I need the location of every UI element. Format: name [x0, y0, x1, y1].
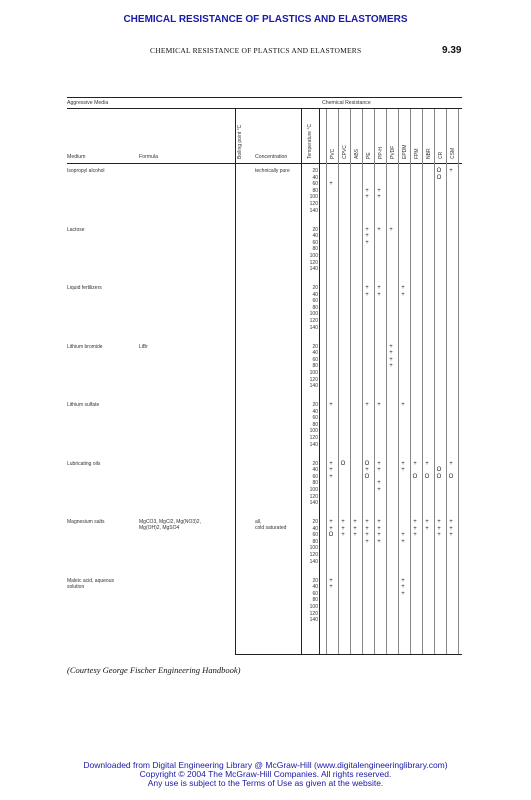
temperature-value: 140	[309, 558, 318, 565]
resistant-mark: +	[365, 538, 369, 545]
footer-copyright-line: Copyright © 2004 The McGraw-Hill Companies. All rights reserved.	[139, 769, 392, 779]
resistant-mark: +	[401, 467, 405, 474]
material-header-csm: CSM	[450, 147, 456, 159]
temperature-value: 60	[312, 532, 318, 539]
temperature-value: 140	[309, 266, 318, 273]
column-header-medium: Medium	[67, 154, 86, 160]
running-head: CHEMICAL RESISTANCE OF PLASTICS AND ELASTOMERS	[150, 46, 362, 55]
conditional-mark: O	[436, 467, 442, 474]
resistant-mark: +	[401, 532, 405, 539]
resistant-mark: +	[365, 525, 369, 532]
formula-text: LiBr	[139, 343, 148, 350]
temperature-value: 80	[312, 480, 318, 487]
temperature-value: 20	[312, 285, 318, 291]
column-header-boiling-point: Boiling point °C	[237, 124, 243, 159]
resistant-mark: +	[377, 226, 381, 233]
temperature-value: 80	[312, 187, 318, 194]
resistant-mark: +	[401, 402, 405, 408]
temperature-value: 120	[309, 318, 318, 324]
temperature-value: 20	[312, 226, 318, 233]
temperature-value: 120	[309, 435, 318, 441]
medium-name: Liquid fertilizers	[67, 285, 102, 291]
temperature-value: 40	[312, 233, 318, 240]
temperature-value: 60	[312, 239, 318, 246]
temperature-value: 100	[309, 369, 318, 376]
temperature-value: 100	[309, 194, 318, 201]
resistant-mark: +	[401, 460, 405, 467]
column-rule	[319, 109, 320, 655]
material-header-abs: ABS	[354, 148, 360, 159]
resistant-mark: +	[425, 519, 429, 525]
resistant-mark: +	[437, 519, 441, 525]
column-header-temperature: Temperature °C	[307, 123, 313, 159]
conditional-mark: O	[412, 473, 418, 480]
medium-name: Isopropyl alcohol	[67, 168, 105, 174]
resistant-mark: +	[437, 532, 441, 539]
material-header-nbr: NBR	[426, 148, 432, 159]
medium-name: Lactose	[67, 226, 85, 233]
material-header-cpvc: CPVC	[342, 145, 348, 159]
temperature-value: 100	[309, 428, 318, 435]
conditional-mark: O	[364, 460, 370, 467]
resistant-mark: +	[365, 467, 369, 474]
material-header-pe: PE	[366, 152, 372, 159]
resistant-mark: +	[401, 538, 405, 545]
resistant-mark: +	[389, 356, 393, 363]
resistant-mark: +	[329, 460, 333, 467]
resistant-mark: +	[365, 187, 369, 194]
resistant-mark: +	[329, 181, 333, 188]
temperature-value: 140	[309, 500, 318, 507]
resistant-mark: +	[425, 525, 429, 532]
figure-caption: (Courtesy George Fischer Engineering Handbook)	[67, 665, 241, 675]
resistant-mark: +	[329, 584, 333, 591]
resistant-mark: +	[449, 168, 453, 174]
resistant-mark: +	[377, 194, 381, 201]
resistant-mark: +	[329, 519, 333, 525]
resistant-mark: +	[401, 584, 405, 591]
resistant-mark: +	[377, 538, 381, 545]
resistant-mark: +	[401, 590, 405, 597]
resistant-mark: +	[341, 525, 345, 532]
conditional-mark: O	[328, 532, 334, 539]
resistant-mark: +	[389, 350, 393, 357]
resistant-mark: +	[449, 532, 453, 539]
temperature-value: 120	[309, 201, 318, 207]
temperature-value: 100	[309, 545, 318, 552]
temperature-value: 120	[309, 493, 318, 500]
resistant-mark: +	[365, 285, 369, 291]
resistant-mark: +	[425, 460, 429, 467]
chemical-resistance-table	[67, 97, 462, 655]
temperature-value: 20	[312, 577, 318, 584]
temperature-value: 140	[309, 617, 318, 624]
concentration-text: technically pure	[255, 168, 290, 174]
temperature-value: 40	[312, 408, 318, 415]
medium-name: Magnesium salts	[67, 519, 105, 525]
resistant-mark: +	[341, 519, 345, 525]
temperature-value: 20	[312, 519, 318, 525]
resistant-mark: +	[449, 519, 453, 525]
resistant-mark: +	[329, 577, 333, 584]
temperature-value: 20	[312, 168, 318, 174]
resistant-mark: +	[365, 519, 369, 525]
resistant-mark: +	[377, 285, 381, 291]
temperature-value: 80	[312, 304, 318, 311]
resistant-mark: +	[365, 194, 369, 201]
resistant-mark: +	[449, 525, 453, 532]
material-header-epdm: EPDM	[402, 144, 408, 159]
formula-text: MgCO3, MgCl2, Mg(NO3)2, Mg(OH)2, MgSO4	[139, 519, 201, 531]
conditional-mark: O	[448, 473, 454, 480]
column-header-formula: Formula	[139, 154, 159, 160]
resistant-mark: +	[377, 480, 381, 487]
temperature-value: 140	[309, 207, 318, 214]
resistant-mark: +	[329, 525, 333, 532]
resistant-mark: +	[365, 402, 369, 408]
temperature-value: 60	[312, 181, 318, 188]
temperature-value: 60	[312, 590, 318, 597]
temperature-value: 100	[309, 311, 318, 318]
temperature-value: 80	[312, 421, 318, 428]
temperature-value: 100	[309, 603, 318, 610]
conditional-mark: O	[364, 473, 370, 480]
resistant-mark: +	[377, 402, 381, 408]
medium-name: Lithium sulfate	[67, 402, 100, 408]
conditional-mark: O	[340, 460, 346, 467]
temperature-value: 60	[312, 415, 318, 422]
temperature-value: 40	[312, 291, 318, 298]
column-rule	[235, 109, 236, 655]
resistant-mark: +	[377, 486, 381, 493]
resistant-mark: +	[365, 233, 369, 240]
resistant-mark: +	[353, 525, 357, 532]
material-header-fpm: FPM	[414, 148, 420, 159]
material-header-pp-h: PP-H	[378, 147, 384, 159]
resistant-mark: +	[401, 291, 405, 298]
temperature-value: 80	[312, 597, 318, 604]
temperature-value: 60	[312, 298, 318, 305]
temperature-value: 20	[312, 460, 318, 467]
resistant-mark: +	[377, 467, 381, 474]
resistant-mark: +	[377, 460, 381, 467]
resistant-mark: +	[401, 285, 405, 291]
resistant-mark: +	[329, 402, 333, 408]
resistant-mark: +	[389, 226, 393, 233]
temperature-value: 20	[312, 343, 318, 350]
resistant-mark: +	[377, 525, 381, 532]
resistant-mark: +	[449, 460, 453, 467]
temperature-value: 40	[312, 174, 318, 181]
resistant-mark: +	[377, 291, 381, 298]
resistant-mark: +	[365, 226, 369, 233]
resistant-mark: +	[329, 467, 333, 474]
temperature-value: 140	[309, 383, 318, 390]
temperature-value: 40	[312, 467, 318, 474]
resistant-mark: +	[377, 187, 381, 194]
header-divider-rule	[67, 108, 462, 109]
temperature-value: 60	[312, 473, 318, 480]
resistant-mark: +	[353, 519, 357, 525]
table-bottom-rule	[235, 654, 462, 655]
temperature-value: 100	[309, 252, 318, 259]
concentration-text: all, cold saturated	[255, 519, 287, 531]
column-header-concentration: Concentration	[255, 154, 288, 160]
temperature-value: 60	[312, 356, 318, 363]
resistant-mark: +	[365, 532, 369, 539]
conditional-mark: O	[436, 473, 442, 480]
temperature-value: 40	[312, 525, 318, 532]
medium-name: Lithium bromide	[67, 343, 103, 350]
temperature-value: 100	[309, 486, 318, 493]
temperature-value: 40	[312, 584, 318, 591]
conditional-mark: O	[436, 168, 442, 174]
resistant-mark: +	[437, 525, 441, 532]
footer-terms-line: Any use is subject to the Terms of Use as given at the website.	[147, 778, 384, 788]
group-header-resistance: Chemical Resistance	[322, 100, 371, 106]
document-title: CHEMICAL RESISTANCE OF PLASTICS AND ELASTOMERS	[123, 14, 408, 25]
resistant-mark: +	[401, 577, 405, 584]
resistant-mark: +	[377, 519, 381, 525]
conditional-mark: O	[436, 174, 442, 181]
temperature-value: 120	[309, 259, 318, 266]
temperature-value: 120	[309, 610, 318, 617]
footer-download-line: Downloaded from Digital Engineering Library @ McGraw-Hill (www.digitalengineeringlibrary.com)	[83, 760, 448, 770]
resistant-mark: +	[413, 460, 417, 467]
resistant-mark: +	[365, 291, 369, 298]
resistant-mark: +	[365, 239, 369, 246]
temperature-value: 80	[312, 363, 318, 370]
material-header-pvdf: PVDF	[390, 145, 396, 159]
resistant-mark: +	[329, 473, 333, 480]
temperature-value: 40	[312, 350, 318, 357]
medium-name: Lubricating oils	[67, 460, 101, 467]
resistant-mark: +	[413, 525, 417, 532]
resistant-mark: +	[377, 532, 381, 539]
temperature-value: 140	[309, 441, 318, 448]
temperature-value: 20	[312, 402, 318, 408]
page-number: 9.39	[442, 45, 462, 56]
temperature-value: 120	[309, 376, 318, 383]
temperature-value: 80	[312, 538, 318, 545]
medium-name: Maleic acid, aqueous solution	[67, 577, 114, 590]
conditional-mark: O	[424, 473, 430, 480]
resistant-mark: +	[353, 532, 357, 539]
temperature-value: 140	[309, 324, 318, 331]
material-header-pvc: PVC	[330, 148, 336, 159]
temperature-value: 120	[309, 552, 318, 558]
resistant-mark: +	[389, 363, 393, 370]
material-header-cr: CR	[438, 151, 444, 159]
table-top-rule	[67, 97, 462, 98]
header-bottom-rule	[67, 163, 462, 164]
resistant-mark: +	[413, 519, 417, 525]
resistant-mark: +	[341, 532, 345, 539]
resistant-mark: +	[389, 343, 393, 350]
resistant-mark: +	[413, 532, 417, 539]
temperature-value: 80	[312, 246, 318, 253]
group-header-media: Aggressive Media	[67, 100, 109, 106]
